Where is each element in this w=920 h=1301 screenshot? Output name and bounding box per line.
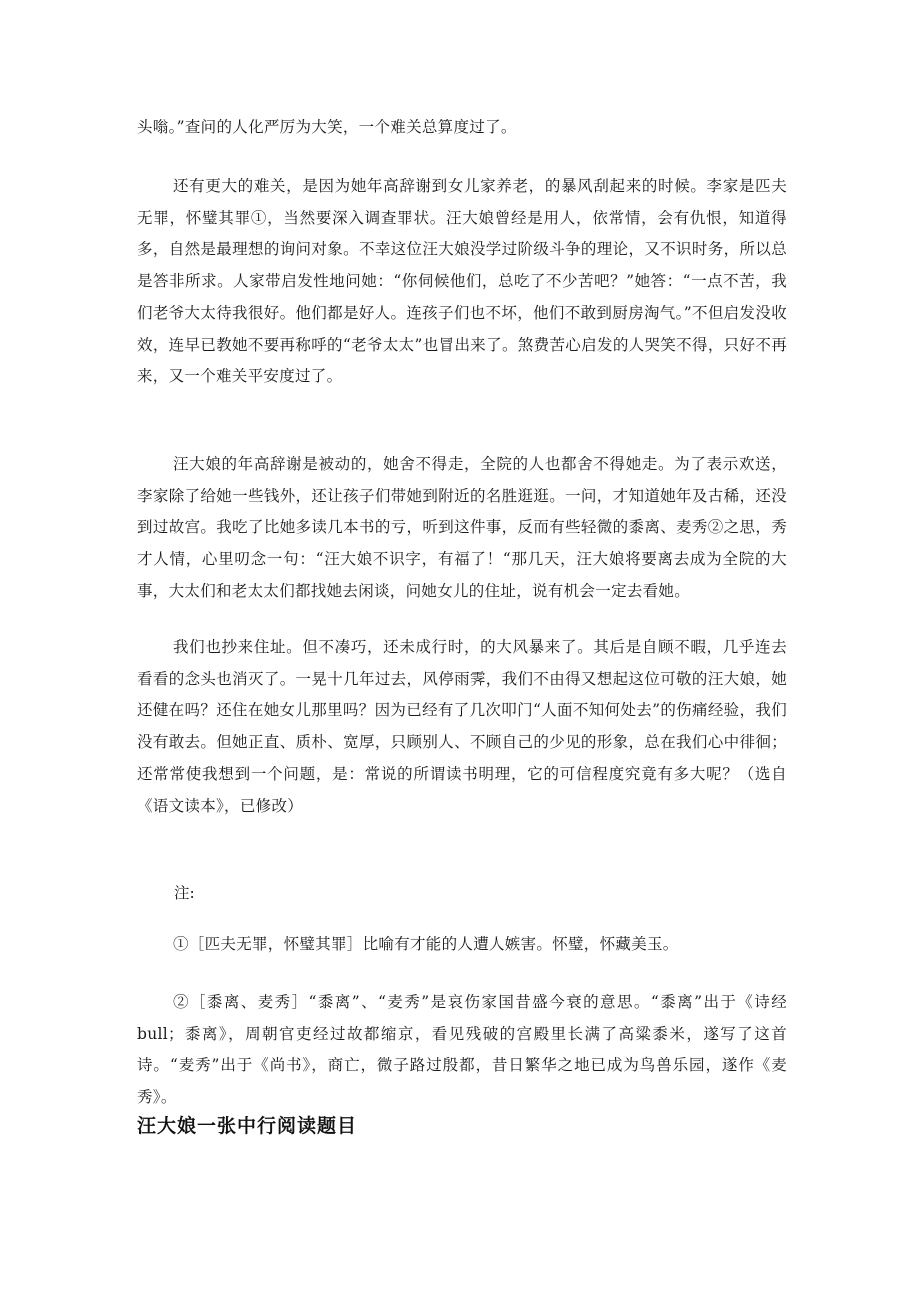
opening-line: 头嗡。”查问的人化严厉为大笑，一个难关总算度过了。 [137, 118, 517, 136]
notes-label: 注: [174, 884, 195, 902]
paragraph-address: 我们也抄来住址。但不凑巧，还未成行时，的大风暴来了。其后是自顾不暇，几乎连去看看的念头也消灭了。一晃十几年过去，风停雨霁，我们不由得又想起这位可敬的汪大娘，她还健在吗？还住在她女儿那里吗？因为已经有了几次叩门“人面不知何处去”的伤痛经验，我们没有敢去。但她正直、质朴、宽厚，只顾别人、不顾自己的少见的形象，总在我们心中徘徊；还常常使我想到一个问题，是：常说的所谓读书明理，它的可信程度究竟有多大呢？（选自《语文读本》，已修改） [137, 638, 787, 815]
section-heading: 汪大娘一张中行阅读题目 [137, 1115, 358, 1137]
paragraph-farewell: 汪大娘的年高辞谢是被动的，她舍不得走，全院的人也都舍不得她走。为了表示欢送，李家除了给她一些钱外，还让孩子们带她到附近的名胜逛逛。一问，才知道她年及古稀，还没到过故宫。我吃了比她多读几本书的亏，听到这件事，反而有些轻微的黍离、麦秀②之思，秀才人情，心里叨念一句：“汪大娘不识字，有福了！“那几天，汪大娘将要离去成为全院的大事，大太们和老太太们都找她去闲谈，问她女儿的住址，说有机会一定去看她。 [137, 455, 787, 600]
note-1: ①［匹夫无罪，怀璧其罪］比喻有才能的人遭人嫉害。怀璧，怀藏美玉。 [173, 935, 679, 953]
paragraph-difficulty: 还有更大的难关，是因为她年高辞谢到女儿家养老，的暴风刮起来的时候。李家是匹夫无罪，怀璧其罪①，当然要深入调查罪状。汪大娘曾经是用人，依常情，会有仇恨，知道得多，自然是最理想的询问对象。不幸这位汪大娘没学过阶级斗争的理论，又不识时务，所以总是答非所求。人家带启发性地问她：“你伺候他们，总吃了不少苦吧？”她答：“一点不苦，我们老爷大太待我很好。他们都是好人。连孩子们也不坏，他们不敢到厨房淘气。”不但启发没收效，连早已教她不要再称呼的“老爷太太”也冒出来了。煞费苦心启发的人哭笑不得，只好不再来，又一个难关平安度过了。 [137, 177, 787, 386]
note-2: ②［黍离、麦秀］“黍离”、“麦秀”是哀伤家国昔盛今衰的意思。“黍离”出于《诗经bull；黍离》，周朝官吏经过故都缩京，看见残破的宫殿里长满了高粱黍米，遂写了这首诗。“麦秀”出于《尚书》，商亡，微子路过殷都，昔日繁华之地已成为鸟兽乐园，遂作《麦秀》。 [137, 993, 787, 1107]
